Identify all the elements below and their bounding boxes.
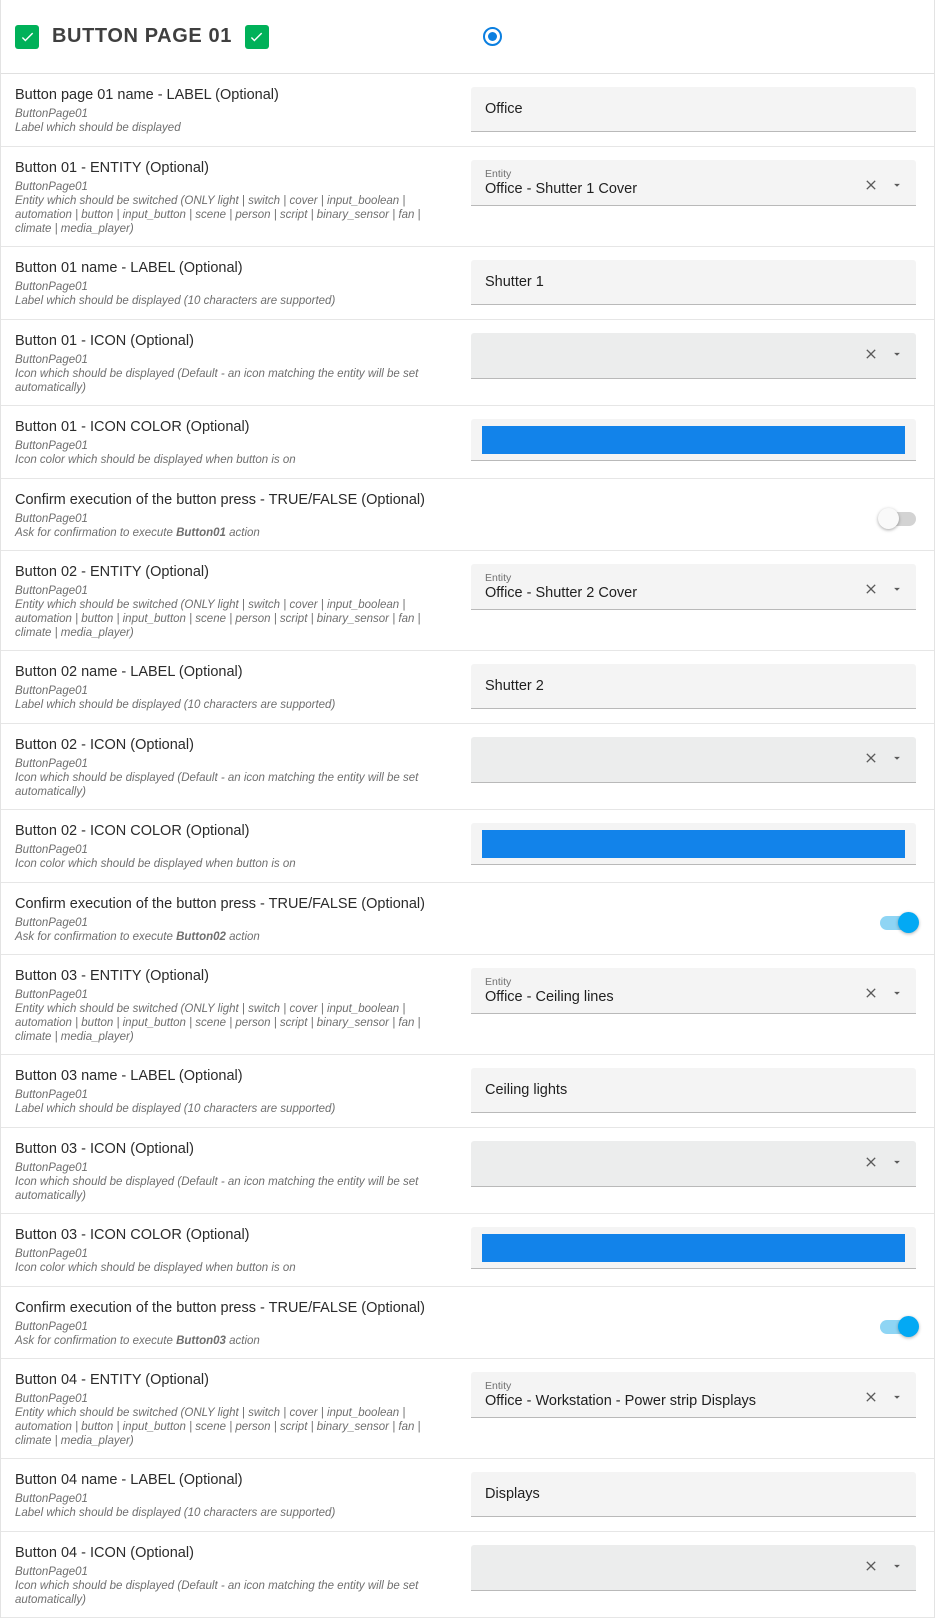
field-label: Confirm execution of the button press - TRUE/FALSE (Optional) xyxy=(15,896,425,912)
color-swatch[interactable] xyxy=(482,1234,905,1262)
chevron-down-icon[interactable] xyxy=(884,745,910,771)
row-label-block xyxy=(1,896,471,944)
field-description: Label which should be displayed xyxy=(15,122,181,134)
row-control-block xyxy=(471,1372,934,1418)
form-row-button03-confirm xyxy=(1,1287,934,1359)
field-description: Label which should be displayed (10 characters are supported) xyxy=(15,295,336,307)
field-integration: ButtonPage01 xyxy=(15,354,88,366)
button02-color-picker[interactable] xyxy=(471,823,916,865)
field-label: Button 03 - ICON (Optional) xyxy=(15,1141,194,1157)
field-label: Button 04 - ENTITY (Optional) xyxy=(15,1372,209,1388)
entity-value: Office - Ceiling lines xyxy=(485,989,614,1005)
field-label: Button 01 name - LABEL (Optional) xyxy=(15,260,243,276)
row-label-block xyxy=(1,87,471,135)
entity-value: Office - Workstation - Power strip Displays xyxy=(485,1393,757,1409)
field-label: Button 03 - ICON COLOR (Optional) xyxy=(15,1227,250,1243)
button03-confirm-toggle[interactable] xyxy=(880,1320,916,1334)
toggle-wrap xyxy=(471,910,916,930)
entity-floating-label: Entity xyxy=(485,168,512,180)
field-label: Button 02 - ICON COLOR (Optional) xyxy=(15,823,250,839)
row-label-block xyxy=(1,1068,471,1116)
row-control-block xyxy=(471,664,934,709)
input-value: Office xyxy=(485,101,523,117)
row-control-block xyxy=(471,506,934,526)
entity-floating-label: Entity xyxy=(485,1380,512,1392)
button02-confirm-toggle[interactable] xyxy=(880,916,916,930)
button03-icon-select[interactable] xyxy=(471,1141,916,1187)
toggle-knob xyxy=(898,1316,919,1337)
row-label-block xyxy=(1,419,471,467)
row-label-block xyxy=(1,492,471,540)
form-row-button04-label xyxy=(1,1459,934,1532)
row-label-block xyxy=(1,260,471,308)
field-integration: ButtonPage01 xyxy=(15,1393,88,1405)
row-control-block xyxy=(471,1141,934,1187)
chevron-down-icon[interactable] xyxy=(884,172,910,198)
field-integration: ButtonPage01 xyxy=(15,844,88,856)
row-label-block xyxy=(1,1472,471,1520)
row-control-block xyxy=(471,968,934,1014)
form-row-button03-icon-color xyxy=(1,1214,934,1287)
field-description: Ask for confirmation to execute Button01 action xyxy=(15,527,260,539)
input-value: Displays xyxy=(485,1486,540,1502)
row-control-block xyxy=(471,823,934,865)
close-icon[interactable] xyxy=(858,1553,884,1579)
field-description: Label which should be displayed (10 characters are supported) xyxy=(15,1103,336,1115)
row-control-block xyxy=(471,87,934,132)
form-row-button01-label xyxy=(1,247,934,320)
chevron-down-icon[interactable] xyxy=(884,980,910,1006)
page-title: BUTTON PAGE 01 xyxy=(52,25,232,47)
close-icon[interactable] xyxy=(858,745,884,771)
form-row-button02-entity xyxy=(1,551,934,651)
row-label-block xyxy=(1,1372,471,1448)
field-label: Button 02 - ENTITY (Optional) xyxy=(15,564,209,580)
row-control-block xyxy=(471,160,934,206)
field-label: Button 03 - ENTITY (Optional) xyxy=(15,968,209,984)
chevron-down-icon[interactable] xyxy=(884,341,910,367)
row-control-block xyxy=(471,737,934,783)
row-label-block xyxy=(1,1300,471,1348)
field-integration: ButtonPage01 xyxy=(15,685,88,697)
check-icon xyxy=(15,25,39,49)
color-swatch[interactable] xyxy=(482,830,905,858)
field-integration: ButtonPage01 xyxy=(15,108,88,120)
row-label-block xyxy=(1,1545,471,1607)
color-swatch[interactable] xyxy=(482,426,905,454)
field-label: Confirm execution of the button press - TRUE/FALSE (Optional) xyxy=(15,1300,425,1316)
field-label: Button 03 name - LABEL (Optional) xyxy=(15,1068,243,1084)
check-icon xyxy=(245,25,269,49)
entity-texts xyxy=(485,168,858,201)
field-label: Confirm execution of the button press - TRUE/FALSE (Optional) xyxy=(15,492,425,508)
radio-inner-dot xyxy=(488,32,497,41)
input-value: Shutter 2 xyxy=(485,678,544,694)
row-label-block xyxy=(1,664,471,712)
page-name-input[interactable] xyxy=(471,87,916,132)
close-icon[interactable] xyxy=(858,1149,884,1175)
row-label-block xyxy=(1,160,471,236)
input-value: Ceiling lights xyxy=(485,1082,568,1098)
field-integration: ButtonPage01 xyxy=(15,1162,88,1174)
row-control-block xyxy=(471,333,934,379)
button01-color-picker[interactable] xyxy=(471,419,916,461)
field-label: Button 02 name - LABEL (Optional) xyxy=(15,664,243,680)
page-header xyxy=(1,0,934,74)
toggle-wrap xyxy=(471,506,916,526)
form-row-button01-icon-color xyxy=(1,406,934,479)
field-integration: ButtonPage01 xyxy=(15,440,88,452)
field-integration: ButtonPage01 xyxy=(15,1248,88,1260)
input-value: Shutter 1 xyxy=(485,274,544,290)
row-control-block xyxy=(471,564,934,610)
entity-texts xyxy=(485,976,858,1009)
form-row-button01-icon xyxy=(1,320,934,406)
field-description: Icon color which should be displayed when button is on xyxy=(15,1262,296,1274)
form-row-button02-icon xyxy=(1,724,934,810)
row-control-block xyxy=(471,1227,934,1269)
close-icon[interactable] xyxy=(858,341,884,367)
chevron-down-icon[interactable] xyxy=(884,1149,910,1175)
form-row-button03-label xyxy=(1,1055,934,1128)
close-icon[interactable] xyxy=(858,576,884,602)
toggle-knob xyxy=(878,508,899,529)
row-label-block xyxy=(1,564,471,640)
chevron-down-icon[interactable] xyxy=(884,1384,910,1410)
field-label: Button page 01 name - LABEL (Optional) xyxy=(15,87,279,103)
field-integration: ButtonPage01 xyxy=(15,1321,88,1333)
field-label: Button 01 - ENTITY (Optional) xyxy=(15,160,209,176)
field-label: Button 02 - ICON (Optional) xyxy=(15,737,194,753)
entity-picker[interactable] xyxy=(471,160,916,206)
form-row-button01-confirm xyxy=(1,479,934,551)
row-control-block xyxy=(471,1545,934,1591)
entity-texts xyxy=(485,1380,858,1413)
form-row-page-name xyxy=(1,74,934,147)
button01-label-input[interactable] xyxy=(471,260,916,305)
field-description: Icon which should be displayed (Default - an icon matching the entity will be set automatically) xyxy=(15,772,419,798)
form-row-button02-label xyxy=(1,651,934,724)
row-label-block xyxy=(1,968,471,1044)
button03-color-picker[interactable] xyxy=(471,1227,916,1269)
field-integration: ButtonPage01 xyxy=(15,758,88,770)
entity-picker[interactable] xyxy=(471,968,916,1014)
row-control-block xyxy=(471,1314,934,1334)
row-label-block xyxy=(1,823,471,871)
field-description: Icon color which should be displayed when button is on xyxy=(15,454,296,466)
field-integration: ButtonPage01 xyxy=(15,513,88,525)
entity-value: Office - Shutter 1 Cover xyxy=(485,181,638,197)
field-integration: ButtonPage01 xyxy=(15,1493,88,1505)
row-label-block xyxy=(1,1227,471,1275)
row-control-block xyxy=(471,910,934,930)
button04-icon-select[interactable] xyxy=(471,1545,916,1591)
row-label-block xyxy=(1,1141,471,1203)
entity-floating-label: Entity xyxy=(485,976,512,988)
field-description: Icon which should be displayed (Default - an icon matching the entity will be set automatically) xyxy=(15,368,419,394)
field-label: Button 01 - ICON (Optional) xyxy=(15,333,194,349)
form-row-button01-entity xyxy=(1,147,934,247)
form-row-button04-icon xyxy=(1,1532,934,1618)
button04-label-input[interactable] xyxy=(471,1472,916,1517)
row-label-block xyxy=(1,737,471,799)
row-label-block xyxy=(1,333,471,395)
button01-confirm-toggle[interactable] xyxy=(880,512,916,526)
radio-selected-icon[interactable] xyxy=(483,27,502,46)
field-description: Entity which should be switched (ONLY light | switch | cover | input_boolean | automation | button | input_button | scene | person | script | binary_sensor | fan | climate | media_player) xyxy=(15,599,421,639)
form-row-button03-icon xyxy=(1,1128,934,1214)
button02-label-input[interactable] xyxy=(471,664,916,709)
field-integration: ButtonPage01 xyxy=(15,917,88,929)
field-integration: ButtonPage01 xyxy=(15,181,88,193)
form-row-button02-icon-color xyxy=(1,810,934,883)
field-integration: ButtonPage01 xyxy=(15,585,88,597)
field-integration: ButtonPage01 xyxy=(15,989,88,1001)
field-description: Icon which should be displayed (Default - an icon matching the entity will be set automatically) xyxy=(15,1176,419,1202)
row-control-block xyxy=(471,1068,934,1113)
button01-icon-select[interactable] xyxy=(471,333,916,379)
button03-label-input[interactable] xyxy=(471,1068,916,1113)
entity-picker[interactable] xyxy=(471,564,916,610)
entity-floating-label: Entity xyxy=(485,572,512,584)
field-description: Entity which should be switched (ONLY light | switch | cover | input_boolean | automation | button | input_button | scene | person | script | binary_sensor | fan | climate | media_player) xyxy=(15,195,421,235)
row-control-block xyxy=(471,419,934,461)
form-row-button04-entity xyxy=(1,1359,934,1459)
field-description: Icon color which should be displayed when button is on xyxy=(15,858,296,870)
form-row-button03-entity xyxy=(1,955,934,1055)
form-row-button02-confirm xyxy=(1,883,934,955)
field-description: Ask for confirmation to execute Button02 action xyxy=(15,931,260,943)
field-description: Label which should be displayed (10 characters are supported) xyxy=(15,699,336,711)
field-description: Icon which should be displayed (Default - an icon matching the entity will be set automatically) xyxy=(15,1580,419,1606)
close-icon[interactable] xyxy=(858,172,884,198)
field-description: Ask for confirmation to execute Button03 action xyxy=(15,1335,260,1347)
field-integration: ButtonPage01 xyxy=(15,1566,88,1578)
toggle-knob xyxy=(898,912,919,933)
toggle-wrap xyxy=(471,1314,916,1334)
chevron-down-icon[interactable] xyxy=(884,576,910,602)
field-label: Button 01 - ICON COLOR (Optional) xyxy=(15,419,250,435)
row-control-block xyxy=(471,260,934,305)
chevron-down-icon[interactable] xyxy=(884,1553,910,1579)
field-description: Label which should be displayed (10 characters are supported) xyxy=(15,1507,336,1519)
entity-value: Office - Shutter 2 Cover xyxy=(485,585,638,601)
field-description: Entity which should be switched (ONLY light | switch | cover | input_boolean | automation | button | input_button | scene | person | script | binary_sensor | fan | climate | media_player) xyxy=(15,1003,421,1043)
field-integration: ButtonPage01 xyxy=(15,281,88,293)
entity-picker[interactable] xyxy=(471,1372,916,1418)
close-icon[interactable] xyxy=(858,980,884,1006)
field-label: Button 04 name - LABEL (Optional) xyxy=(15,1472,243,1488)
close-icon[interactable] xyxy=(858,1384,884,1410)
entity-texts xyxy=(485,572,858,605)
field-description: Entity which should be switched (ONLY light | switch | cover | input_boolean | automation | button | input_button | scene | person | script | binary_sensor | fan | climate | media_player) xyxy=(15,1407,421,1447)
field-integration: ButtonPage01 xyxy=(15,1089,88,1101)
button02-icon-select[interactable] xyxy=(471,737,916,783)
field-label: Button 04 - ICON (Optional) xyxy=(15,1545,194,1561)
row-control-block xyxy=(471,1472,934,1517)
